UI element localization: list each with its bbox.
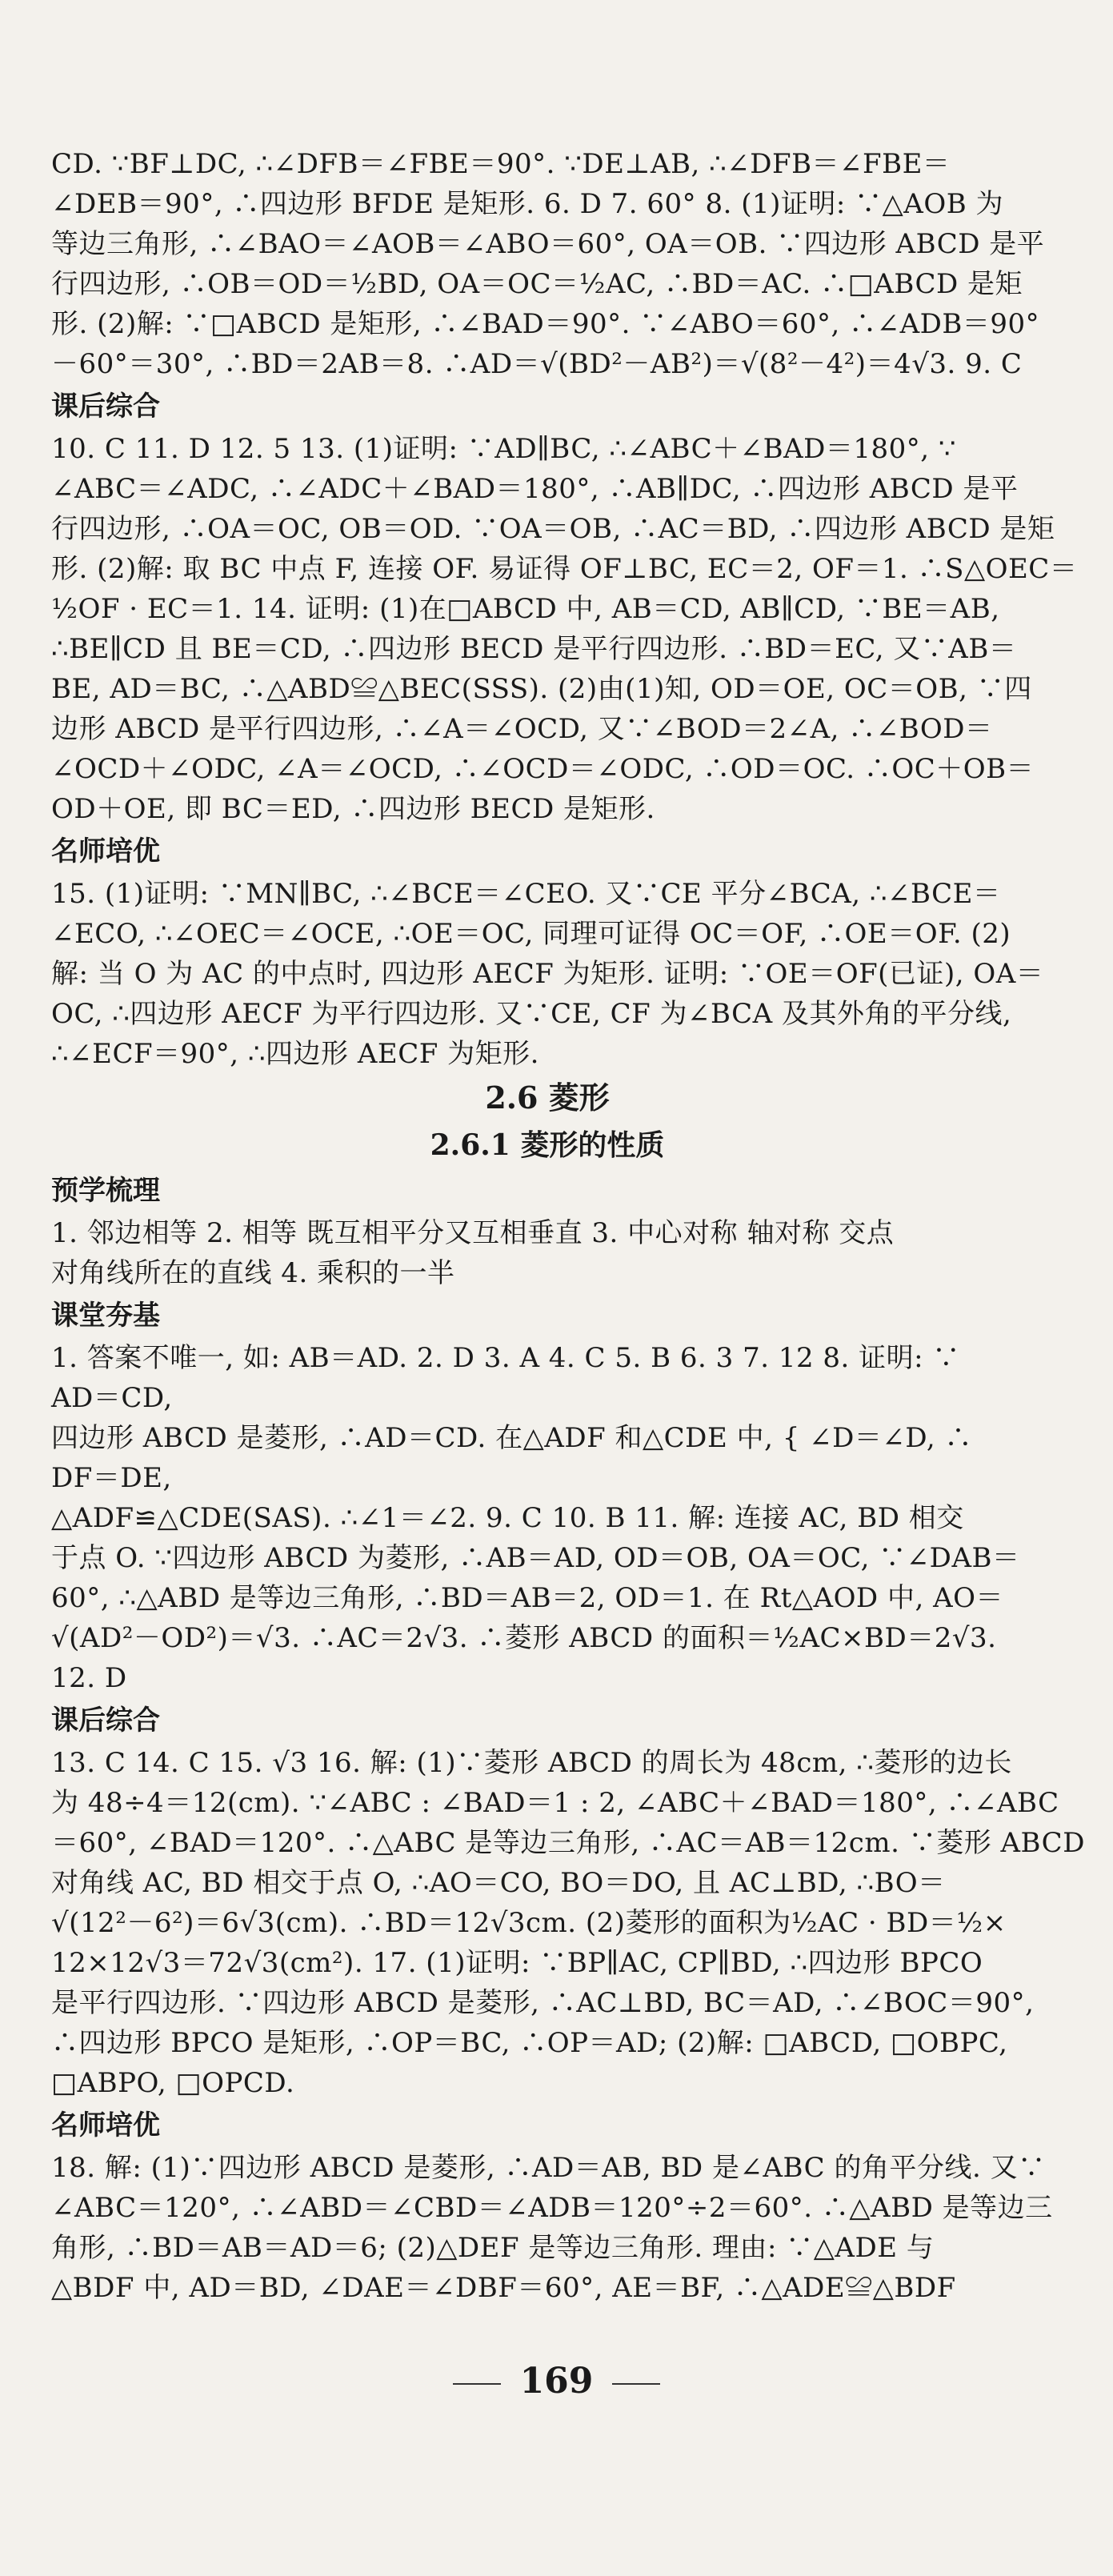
text-line: ∠OCD＋∠ODC, ∠A＝∠OCD, ∴∠OCD＝∠ODC, ∴OD＝OC. ∴OC＋OB＝ bbox=[51, 753, 1035, 785]
block-c bbox=[51, 874, 1043, 1074]
block-f bbox=[51, 1743, 1085, 2103]
text-line: ∴四边形 BPCO 是矩形, ∴OP＝BC, ∴OP＝AD; (2)解: □ABCD, □OBPC, bbox=[51, 2027, 1008, 2059]
heading-mingshi-peiyou-1: 名师培优 bbox=[51, 835, 160, 867]
page-content bbox=[51, 144, 1085, 2308]
text-line: ∠ABC＝∠ADC, ∴∠ADC＋∠BAD＝180°, ∴AB∥DC, ∴四边形 ABCD 是平 bbox=[51, 473, 1019, 505]
text-line: 边形 ABCD 是平行四边形, ∴∠A＝∠OCD, 又∵∠BOD＝2∠A, ∴∠BOD＝ bbox=[51, 713, 993, 745]
text-line: 1. 答案不唯一, 如: AB＝AD. 2. D 3. A 4. C 5. B 6. 3 7. 12 8. 证明: ∵ bbox=[51, 1342, 960, 1374]
page-number bbox=[0, 2361, 1113, 2402]
text-line: △ADF≌△CDE(SAS). ∴∠1＝∠2. 9. C 10. B 11. 解: 连接 AC, BD 相交 bbox=[51, 1502, 964, 1534]
text-line: ∴BE∥CD 且 BE＝CD, ∴四边形 BECD 是平行四边形. ∴BD＝EC, 又∵AB＝ bbox=[51, 633, 1017, 665]
block-a bbox=[51, 144, 1043, 384]
text-line: 行四边形, ∴OB＝OD＝½BD, OA＝OC＝½AC, ∴BD＝AC. ∴□ABCD 是矩 bbox=[51, 268, 1023, 300]
text-line: 60°, ∴△ABD 是等边三角形, ∴BD＝AB＝2, OD＝1. 在 Rt△AOD 中, AO＝ bbox=[51, 1582, 1004, 1614]
text-line: 10. C 11. D 12. 5 13. (1)证明: ∵AD∥BC, ∴∠ABC＋∠BAD＝180°, ∵ bbox=[51, 433, 957, 465]
block-b bbox=[51, 429, 1078, 829]
heading-yuxue-shuli: 预学梳理 bbox=[51, 1175, 160, 1207]
text-line: －60°＝30°, ∴BD＝2AB＝8. ∴AD＝√(BD²－AB²)＝√(8²－4²)＝4√3. 9. C bbox=[51, 348, 1023, 380]
heading-mingshi-peiyou-2: 名师培优 bbox=[51, 2109, 160, 2141]
text-line: CD. ∵BF⊥DC, ∴∠DFB＝∠FBE＝90°. ∵DE⊥AB, ∴∠DFB＝∠FBE＝ bbox=[51, 148, 951, 180]
heading-kehou-zonghe-2: 课后综合 bbox=[51, 1705, 160, 1737]
text-line: 等边三角形, ∴∠BAO＝∠AOB＝∠ABO＝60°, OA＝OB. ∵四边形 ABCD 是平 bbox=[51, 228, 1045, 260]
text-line: OC, ∴四边形 AECF 为平行四边形. 又∵CE, CF 为∠BCA 及其外角的平分线, bbox=[51, 998, 1012, 1030]
text-line: ∠ABC＝120°, ∴∠ABD＝∠CBD＝∠ADB＝120°÷2＝60°. ∴△ABD 是等边三 bbox=[51, 2192, 1053, 2224]
text-line: 18. 解: (1)∵四边形 ABCD 是菱形, ∴AD＝AB, BD 是∠ABC 的角平分线. 又∵ bbox=[51, 2152, 1046, 2184]
text-line: 13. C 14. C 15. √3 16. 解: (1)∵菱形 ABCD 的周长为 48cm, ∴菱形的边长 bbox=[51, 1747, 1012, 1779]
text-line: 形. (2)解: ∵□ABCD 是矩形, ∴∠BAD＝90°. ∵∠ABO＝60°, ∴∠ADB＝90° bbox=[51, 308, 1040, 340]
page-number-dash-right bbox=[612, 2383, 660, 2385]
subsection-title: 2.6.1 菱形的性质 bbox=[430, 1128, 665, 1162]
text-line: 四边形 ABCD 是菱形, ∴AD＝CD. 在△ADF 和△CDE 中, { ∠D＝∠D, ∴ bbox=[51, 1422, 973, 1454]
text-line: ∠DEB＝90°, ∴四边形 BFDE 是矩形. 6. D 7. 60° 8. (1)证明: ∵△AOB 为 bbox=[51, 188, 1003, 220]
text-line: √(12²－6²)＝6√3(cm). ∴BD＝12√3cm. (2)菱形的面积为½AC · BD＝½× bbox=[51, 1907, 1007, 1939]
text-line: 为 48÷4＝12(cm). ∵∠ABC : ∠BAD＝1 : 2, ∠ABC＋∠BAD＝180°, ∴∠ABC bbox=[51, 1787, 1059, 1819]
text-line: ½OF · EC＝1. 14. 证明: (1)在□ABCD 中, AB＝CD, AB∥CD, ∵BE＝AB, bbox=[51, 593, 1000, 625]
heading-kehou-zonghe-1: 课后综合 bbox=[51, 391, 160, 423]
text-line: 1. 邻边相等 2. 相等 既互相平分又互相垂直 3. 中心对称 轴对称 交点 bbox=[51, 1217, 895, 1249]
text-line: 对角线所在的直线 4. 乘积的一半 bbox=[51, 1257, 455, 1289]
text-line: OD＋OE, 即 BC＝ED, ∴四边形 BECD 是矩形. bbox=[51, 793, 655, 825]
text-line: 是平行四边形. ∵四边形 ABCD 是菱形, ∴AC⊥BD, BC＝AD, ∴∠BOC＝90°, bbox=[51, 1987, 1035, 2019]
text-line: 行四边形, ∴OA＝OC, OB＝OD. ∵OA＝OB, ∴AC＝BD, ∴四边形 ABCD 是矩 bbox=[51, 513, 1055, 545]
block-d bbox=[51, 1213, 1043, 1293]
text-line: □ABPO, □OPCD. bbox=[51, 2067, 295, 2099]
text-line: 对角线 AC, BD 相交于点 O, ∴AO＝CO, BO＝DO, 且 AC⊥BD, ∴BO＝ bbox=[51, 1867, 946, 1899]
text-line: BE, AD＝BC, ∴△ABD≌△BEC(SSS). (2)由(1)知, OD＝OE, OC＝OB, ∵四 bbox=[51, 673, 1032, 705]
text-line: ＝60°, ∠BAD＝120°. ∴△ABC 是等边三角形, ∴AC＝AB＝12cm. ∵菱形 ABCD bbox=[51, 1827, 1085, 1859]
text-line: 12. D bbox=[51, 1662, 127, 1694]
page-number-text: 169 bbox=[519, 2361, 594, 2402]
text-line: DF＝DE, bbox=[51, 1462, 172, 1494]
section-title: 2.6 菱形 bbox=[485, 1080, 610, 1116]
text-line: 形. (2)解: 取 BC 中点 F, 连接 OF. 易证得 OF⊥BC, EC＝2, OF＝1. ∴S△OEC＝ bbox=[51, 553, 1078, 585]
text-line: AD＝CD, bbox=[51, 1382, 173, 1414]
text-line: 12×12√3＝72√3(cm²). 17. (1)证明: ∵BP∥AC, CP∥BD, ∴四边形 BPCO bbox=[51, 1947, 983, 1979]
heading-ketang-hangji: 课堂夯基 bbox=[51, 1300, 160, 1332]
text-line: 解: 当 O 为 AC 的中点时, 四边形 AECF 为矩形. 证明: ∵OE＝OF(已证), OA＝ bbox=[51, 958, 1044, 990]
block-g bbox=[51, 2148, 1053, 2308]
text-line: 角形, ∴BD＝AB＝AD＝6; (2)△DEF 是等边三角形. 理由: ∵△ADE 与 bbox=[51, 2232, 935, 2264]
text-line: ∴∠ECF＝90°, ∴四边形 AECF 为矩形. bbox=[51, 1038, 539, 1070]
text-line: 于点 O. ∵四边形 ABCD 为菱形, ∴AB＝AD, OD＝OB, OA＝OC, ∵∠DAB＝ bbox=[51, 1542, 1020, 1574]
text-line: √(AD²－OD²)＝√3. ∴AC＝2√3. ∴菱形 ABCD 的面积＝½AC×BD＝2√3. bbox=[51, 1622, 997, 1654]
page-number-dash-left bbox=[453, 2383, 501, 2385]
block-e bbox=[51, 1338, 1043, 1698]
text-line: △BDF 中, AD＝BD, ∠DAE＝∠DBF＝60°, AE＝BF, ∴△ADE≌△BDF bbox=[51, 2272, 956, 2304]
text-line: ∠ECO, ∴∠OEC＝∠OCE, ∴OE＝OC, 同理可证得 OC＝OF, ∴OE＝OF. (2) bbox=[51, 918, 1011, 950]
text-line: 15. (1)证明: ∵MN∥BC, ∴∠BCE＝∠CEO. 又∵CE 平分∠BCA, ∴∠BCE＝ bbox=[51, 878, 1001, 910]
